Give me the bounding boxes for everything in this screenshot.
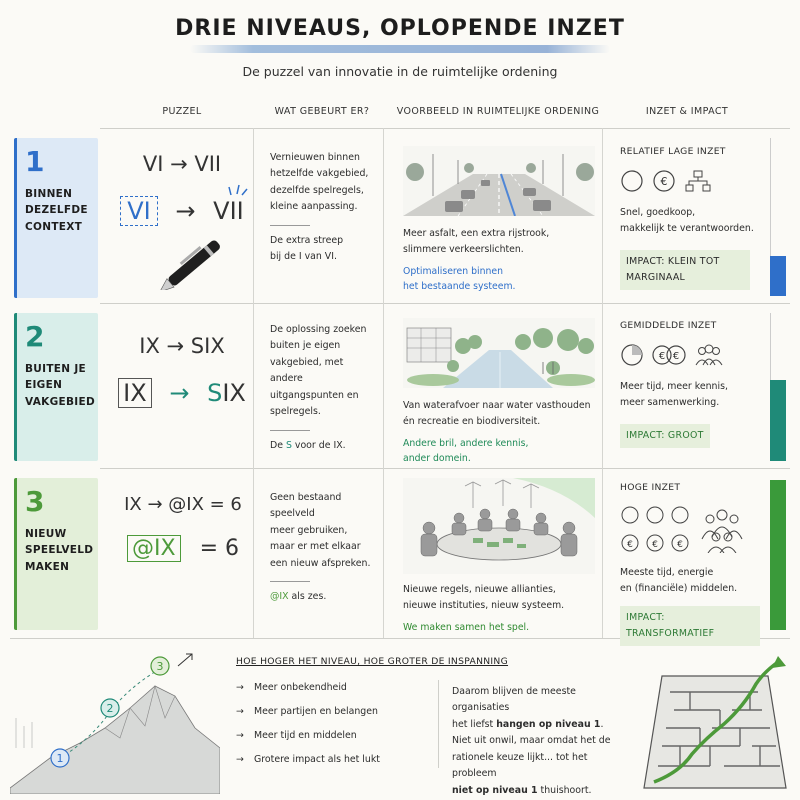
bullet-item xyxy=(236,730,416,741)
col-head-wat: WAT GEBEURT ER? xyxy=(274,106,370,117)
inzet-title: RELATIEF LAGE INZET xyxy=(620,146,726,157)
mountain-label-1: 1 xyxy=(56,752,64,765)
example-highlight-line: ander domein. xyxy=(403,453,471,465)
level-1-impact xyxy=(620,146,760,290)
bullet-item xyxy=(236,682,416,693)
para-line xyxy=(452,717,632,733)
para-line: rationele keuze lijkt... tot het probleem xyxy=(452,751,588,780)
impact-bar-fill xyxy=(770,380,786,461)
separator xyxy=(270,430,310,431)
inzet-icons xyxy=(620,169,760,193)
crowd-icon xyxy=(700,507,744,553)
what-note-highlight: S xyxy=(285,439,292,451)
para-text: het liefst xyxy=(452,718,497,730)
level-3-box xyxy=(14,478,98,630)
mountain-label-2: 2 xyxy=(106,702,114,715)
what-line: vakgebied, met andere xyxy=(270,356,344,385)
level-3-puzzle xyxy=(108,494,258,562)
meeting-table-sketch xyxy=(403,478,595,574)
example-highlight-line: We maken samen het spel. xyxy=(403,621,530,633)
what-line: buiten je eigen xyxy=(270,340,341,352)
level-1-name-line: DEZELFDE xyxy=(25,204,88,217)
inzet-title: HOGE INZET xyxy=(620,482,681,493)
level-2-name-line: VAKGEBIED xyxy=(25,395,95,408)
level-1-name xyxy=(25,186,90,235)
level-2-name-line: EIGEN xyxy=(25,379,63,392)
what-line: spelregels. xyxy=(270,406,321,418)
pen-icon xyxy=(152,230,242,290)
puzzle-result-text: VII xyxy=(213,197,244,225)
arrow-right-icon: → xyxy=(236,730,244,741)
inzet-line: Meer tijd, meer kennis, xyxy=(620,381,728,392)
level-3-number: 3 xyxy=(25,485,45,518)
example-highlight-line: het bestaande systeem. xyxy=(403,281,516,293)
separator xyxy=(270,225,310,226)
bullet-text: Meer onbekendheid xyxy=(254,682,347,693)
puzzle-highlight: IX xyxy=(118,378,152,408)
what-line: De oplossing zoeken xyxy=(270,324,367,335)
bullet-item xyxy=(236,706,416,717)
level-2-example xyxy=(403,318,595,467)
impact-line: IMPACT: TRANSFORMATIEF xyxy=(626,611,715,639)
bottom-heading: HOE HOGER HET NIVEAU, HOE GROTER DE INSPANNING xyxy=(236,656,509,667)
inzet-line: Snel, goedkoop, xyxy=(620,207,696,218)
waterfront-sketch xyxy=(403,318,595,388)
level-1-name-line: BINNEN xyxy=(25,188,73,200)
level-2-box xyxy=(14,313,98,461)
bullet-item xyxy=(236,754,416,765)
para-line: Daarom blijven de meeste organisaties xyxy=(452,686,576,714)
example-highlight-line: Andere bril, andere kennis, xyxy=(403,437,529,449)
puzzle-result-prefix: S xyxy=(207,379,223,407)
para-text: . xyxy=(600,718,604,730)
col-head-voorbeeld: VOORBEELD IN RUIMTELIJKE ORDENING xyxy=(396,106,600,117)
level-3-name xyxy=(25,526,94,575)
what-note xyxy=(270,438,375,454)
puzzle-equation: IX → SIX xyxy=(139,334,225,358)
what-line: dezelfde spelregels, xyxy=(270,184,364,196)
what-line: kleine aanpassing. xyxy=(270,201,358,213)
col-head-inzet: INZET & IMPACT xyxy=(645,106,729,117)
grid-line xyxy=(383,128,384,638)
what-line: hetzelfde vakgebied, xyxy=(270,168,369,180)
what-line: meer gebruiken, xyxy=(270,524,348,536)
example-highlight xyxy=(403,620,595,636)
para-line xyxy=(452,783,632,799)
level-2-number: 2 xyxy=(25,320,45,353)
example-line: slimmere verkeerslichten. xyxy=(403,243,524,255)
impact-badge xyxy=(620,606,760,646)
level-3-example xyxy=(403,478,595,635)
level-2-name xyxy=(25,361,95,410)
mountain-label-3: 3 xyxy=(156,660,164,673)
level-1-impact-bar xyxy=(770,138,786,296)
inzet-line: en (financiële) middelen. xyxy=(620,583,738,595)
inzet-line: Meeste tijd, energie xyxy=(620,567,714,578)
page-title: DRIE NIVEAUS, OPLOPENDE INZET xyxy=(175,16,625,41)
example-highlight xyxy=(403,264,595,296)
what-note-highlight: @IX xyxy=(270,591,289,603)
what-line: Vernieuwen binnen xyxy=(270,152,360,163)
spark-icon xyxy=(227,183,249,197)
example-line: Nieuwe regels, nieuwe allianties, xyxy=(403,584,556,595)
impact-badge xyxy=(620,250,750,290)
example-text xyxy=(403,398,595,430)
example-highlight-line: Optimaliseren binnen xyxy=(403,265,503,277)
level-1-number: 1 xyxy=(25,145,45,178)
inzet-icons xyxy=(620,343,760,367)
grid-line xyxy=(100,303,790,304)
level-3-impact-bar xyxy=(770,480,786,630)
inzet-description xyxy=(620,565,760,598)
separator xyxy=(270,581,310,582)
puzzle-solution xyxy=(112,378,252,408)
page-subtitle: De puzzel van innovatie in de ruimtelijke ordening xyxy=(242,64,558,79)
puzzle-highlight: VI xyxy=(120,196,158,226)
mountain-sketch xyxy=(10,648,220,794)
para-text: thuishoort. xyxy=(537,784,592,796)
col-head-puzzel: PUZZEL xyxy=(162,106,202,117)
level-3-name-line: NIEUW xyxy=(25,528,67,540)
double-euro-icon xyxy=(652,343,686,367)
clock-icons xyxy=(620,505,692,555)
puzzle-result-text: IX xyxy=(222,379,246,407)
impact-badge xyxy=(620,424,710,448)
level-1-box xyxy=(14,138,98,298)
example-highlight xyxy=(403,436,595,468)
level-1-example xyxy=(403,146,595,295)
euro-coin-icon xyxy=(652,169,676,193)
inzet-line: makkelijk te verantwoorden. xyxy=(620,223,754,235)
bullet-text: Meer partijen en belangen xyxy=(254,706,378,717)
puzzle-solution xyxy=(108,535,258,562)
grid-line xyxy=(602,128,603,638)
level-2-puzzle xyxy=(112,334,252,408)
bottom-divider xyxy=(438,680,439,768)
inzet-description xyxy=(620,205,760,238)
example-line: nieuwe instituties, nieuw systeem. xyxy=(403,599,565,611)
example-line: én recreatie en biodiversiteit. xyxy=(403,415,541,427)
inzet-icons xyxy=(620,505,760,555)
inzet-title: GEMIDDELDE INZET xyxy=(620,320,717,331)
level-3-what xyxy=(270,490,375,606)
bottom-paragraph xyxy=(452,684,632,799)
puzzle-result xyxy=(213,197,244,225)
example-text xyxy=(403,226,595,258)
puzzle-result: = 6 xyxy=(199,536,239,561)
inzet-description xyxy=(620,379,760,412)
example-text xyxy=(403,582,595,614)
puzzle-solution xyxy=(112,196,252,226)
coin-outline-icon xyxy=(620,169,644,193)
para-bold: hangen op niveau 1 xyxy=(496,718,601,730)
impact-line: IMPACT: KLEIN TOT xyxy=(626,255,720,267)
level-3-impact xyxy=(620,482,760,646)
example-line: Van waterafvoer naar water vasthouden xyxy=(403,400,591,411)
clock-quarter-icon xyxy=(620,343,644,367)
level-2-what xyxy=(270,322,375,454)
arrow-right-icon: → xyxy=(236,754,244,765)
title-underline xyxy=(190,45,610,53)
para-line: Niet uit onwil, maar omdat het de xyxy=(452,735,611,747)
impact-bar-fill xyxy=(770,480,786,630)
svg-text:€: € xyxy=(652,540,658,550)
svg-text:€: € xyxy=(658,351,666,362)
example-line: Meer asfalt, een extra rijstrook, xyxy=(403,228,550,239)
grid-line xyxy=(100,468,790,469)
level-2-impact xyxy=(620,320,760,448)
arrow-icon: → xyxy=(175,197,196,225)
impact-line: MARGINAAL xyxy=(626,271,686,283)
bullet-text: Meer tijd en middelen xyxy=(254,730,357,741)
what-note-prefix: De xyxy=(270,439,286,451)
what-note: bij de I van VI. xyxy=(270,251,337,263)
what-note-suffix: als zes. xyxy=(288,591,327,603)
level-3-name-line: SPEELVELD xyxy=(25,544,94,557)
impact-bar-fill xyxy=(770,256,786,296)
svg-text:€: € xyxy=(672,351,680,362)
what-note xyxy=(270,589,375,605)
puzzle-equation: VI → VII xyxy=(142,152,222,176)
level-3-name-line: MAKEN xyxy=(25,560,70,573)
svg-text:€: € xyxy=(677,540,683,550)
puzzle-highlight: @IX xyxy=(127,535,181,562)
what-note: De extra streep xyxy=(270,234,344,246)
org-chart-icon xyxy=(684,169,712,193)
bullet-text: Grotere impact als het lukt xyxy=(254,754,380,765)
impact-line: IMPACT: GROOT xyxy=(626,429,704,441)
what-note-suffix: voor de IX. xyxy=(291,439,346,451)
what-line: Geen bestaand speelveld xyxy=(270,492,342,520)
puzzle-equation: IX → @IX = 6 xyxy=(124,494,242,515)
group-icon xyxy=(694,343,724,367)
what-line: uitgangspunten en xyxy=(270,389,359,401)
level-1-puzzle xyxy=(112,152,252,294)
level-1-what xyxy=(270,150,375,266)
maze-icon xyxy=(640,654,790,794)
puzzle-result xyxy=(207,379,246,407)
arrow-icon: → xyxy=(169,379,190,407)
inzet-line: meer samenwerking. xyxy=(620,397,720,409)
what-line: een nieuw afspreken. xyxy=(270,557,371,569)
level-2-impact-bar xyxy=(770,313,786,461)
level-1-name-line: CONTEXT xyxy=(25,220,83,233)
arrow-right-icon: → xyxy=(236,706,244,717)
bottom-bullets xyxy=(236,682,416,778)
svg-text:€: € xyxy=(660,175,668,188)
grid-line xyxy=(100,128,790,129)
road-traffic-sketch xyxy=(403,146,595,216)
what-line: maar er met elkaar xyxy=(270,541,361,553)
para-bold: niet op niveau 1 xyxy=(452,784,538,796)
arrow-right-icon: → xyxy=(236,682,244,693)
svg-text:€: € xyxy=(627,540,633,550)
level-2-name-line: BUITEN JE xyxy=(25,363,86,375)
